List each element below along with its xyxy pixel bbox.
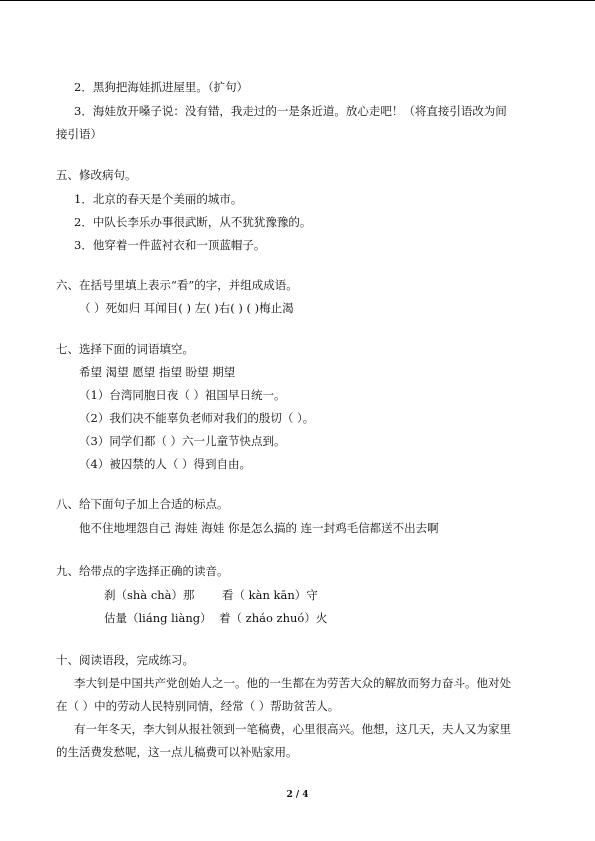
section-8-title: 八、给下面句子加上合适的标点。 <box>56 497 229 511</box>
s7-item-3: （3）同学们都（ ）六一儿童节快点到。 <box>79 434 286 448</box>
s9-item-1b: 看（ kàn kān）守 <box>222 588 318 602</box>
s9-item-1a: 刹（shà chà）那 <box>104 588 195 602</box>
s8-sentence: 他不住地埋怨自己 海娃 海娃 你是怎么搞的 连一封鸡毛信都送不出去啊 <box>79 521 439 535</box>
s9-item-2b: 着（ zháo zhuó）火 <box>219 611 328 625</box>
q4-item-3: 3．海娃放开嗓子说：没有错，我走过的一是条近道。放心走吧！（将直接引语改为间 <box>74 104 507 118</box>
section-9-title: 九、给带点的字选择正确的读音。 <box>56 564 229 578</box>
q4-item-3-cont: 接引语） <box>56 127 102 141</box>
section-10-title: 十、阅读语段，完成练习。 <box>56 653 194 667</box>
section-6-title: 六、在括号里填上表示“看”的字，并组成成语。 <box>56 278 298 292</box>
s9-item-2a: 估量（liáng liàng） <box>104 611 212 625</box>
s10-para-1-cont: 在（ ）中的劳动人民特别同情，经常（ ）帮助贫苦人。 <box>56 699 340 713</box>
s5-item-2: 2．中队长李乐办事很武断，从不犹犹豫豫的。 <box>74 215 312 229</box>
s10-para-2: 有一年冬天，李大钊从报社领到一笔稿费，心里很高兴。他想，这几天，夫人又为家里 <box>74 722 511 736</box>
section-5-title: 五、修改病句。 <box>56 168 137 182</box>
page-number: 2 / 4 <box>286 790 309 800</box>
s6-items: （ ）死如归 耳闻目( ) 左( )右( ) ( )梅止渴 <box>79 301 294 315</box>
s5-item-1: 1．北京的春天是个美丽的城市。 <box>74 192 243 206</box>
q4-item-2: 2．黑狗把海娃抓进屋里。（扩句） <box>74 80 249 94</box>
section-7-title: 七、选择下面的词语填空。 <box>56 342 194 356</box>
s7-item-4: （4）被囚禁的人（ ）得到自由。 <box>79 457 251 471</box>
s5-item-3: 3．他穿着一件蓝衬衣和一顶蓝帽子。 <box>74 238 266 252</box>
s7-item-1: （1）台湾同胞日夜（ ）祖国早日统一。 <box>79 388 286 402</box>
s10-para-1: 李大钊是中国共产党创始人之一。他的一生都在为劳苦大众的解放而努力奋斗。他对处 <box>74 676 511 690</box>
s7-item-2: （2）我们决不能辜负老师对我们的殷切（ ）。 <box>79 411 315 425</box>
s7-word-bank: 希望 渴望 愿望 指望 盼望 期望 <box>79 365 236 379</box>
s10-para-2-cont: 的生活费发愁呢，这一点儿稿费可以补贴家用。 <box>56 745 298 759</box>
